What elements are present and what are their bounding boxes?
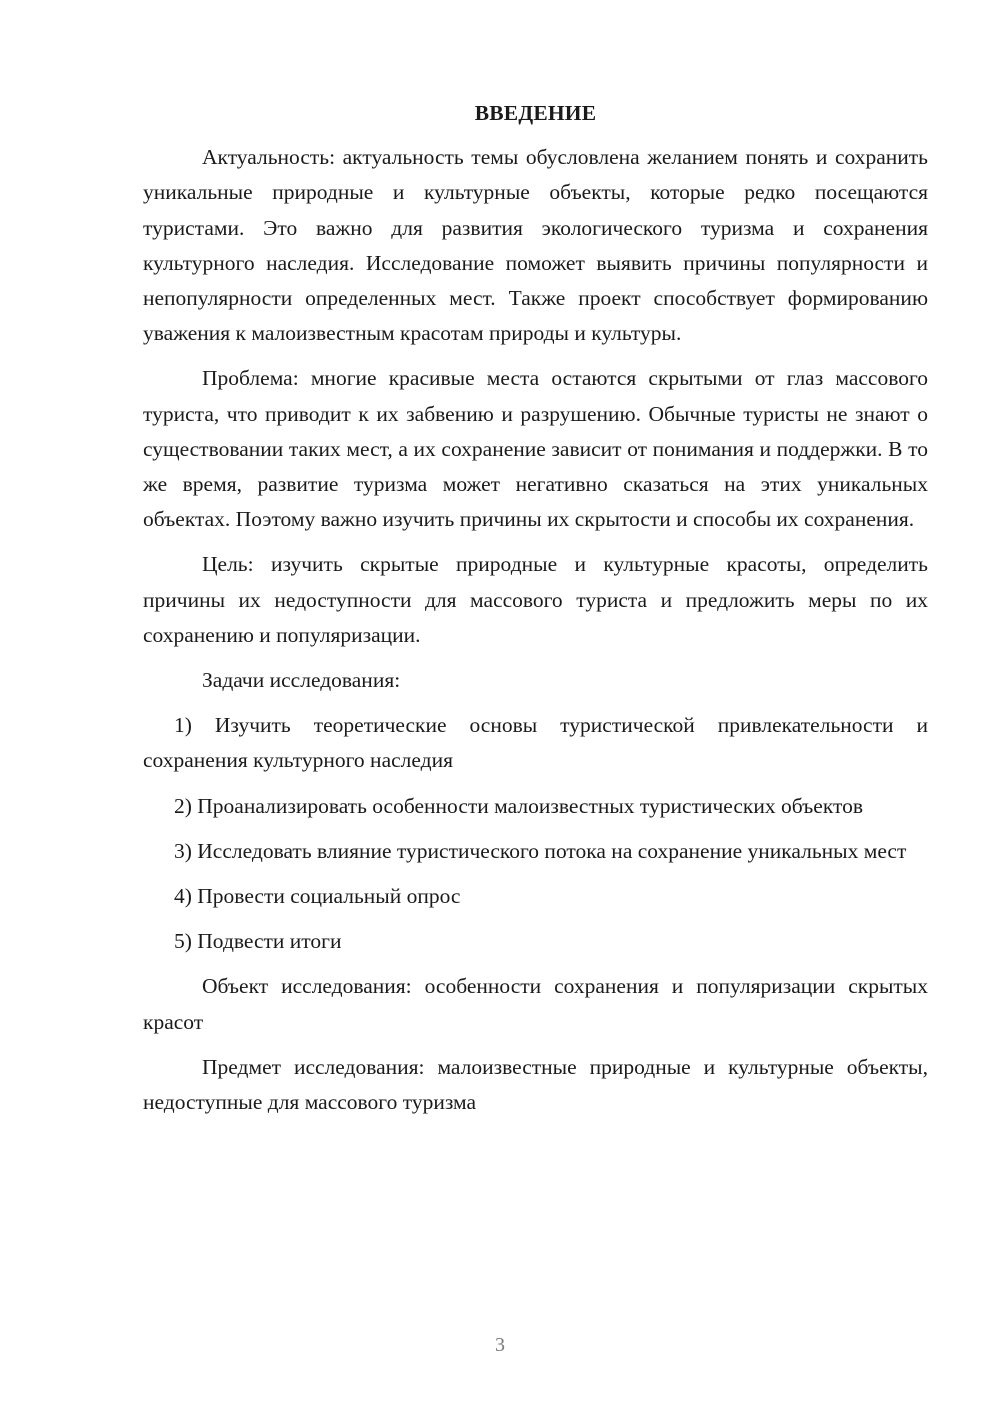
paragraph-problem: Проблема: многие красивые места остаются скрытыми от глаз массового туриста, что приводит к их забвению и разрушению. Обычные туристы не знают о существовании таких мест, а их сохранение зависит от понимания и поддержки. В то же время, развитие туризма может негативно сказаться на этих уникальных объектах. Поэтому важно изучить причины их скрытости и способы их сохранения.: [143, 366, 928, 532]
section-title: ВВЕДЕНИЕ: [474, 101, 597, 125]
paragraph-tasks-heading: Задачи исследования:: [202, 668, 401, 693]
paragraph-relevance: Актуальность: актуальность темы обусловлена желанием понять и сохранить уникальные природные и культурные объекты, которые редко посещаются туристами. Это важно для развития экологического туризма и сохранения культурного наследия. Исследование поможет выявить причины популярности и непопулярности определенных мест. Также проект способствует формированию уважения к малоизвестным красотам природы и культуры.: [143, 145, 928, 346]
paragraph-research-object: Объект исследования: особенности сохранения и популяризации скрытых красот: [143, 974, 928, 1034]
task-item-4: 4) Провести социальный опрос: [174, 884, 461, 909]
task-item-5: 5) Подвести итоги: [174, 929, 342, 954]
paragraph-goal: Цель: изучить скрытые природные и культурные красоты, определить причины их недоступности для массового туриста и предложить меры по их сохранению и популяризации.: [143, 552, 928, 647]
paragraph-research-subject: Предмет исследования: малоизвестные природные и культурные объекты, недоступные для массового туризма: [143, 1054, 928, 1115]
task-item-2: 2) Проанализировать особенности малоизвестных туристических объектов: [174, 793, 863, 818]
task-item-1: 1) Изучить теоретические основы туристической привлекательности и сохранения культурного наследия: [143, 713, 928, 773]
page-number: 3: [495, 1334, 505, 1356]
page-content: [143, 96, 928, 1130]
task-item-3: 3) Исследовать влияние туристического потока на сохранение уникальных мест: [174, 838, 907, 863]
